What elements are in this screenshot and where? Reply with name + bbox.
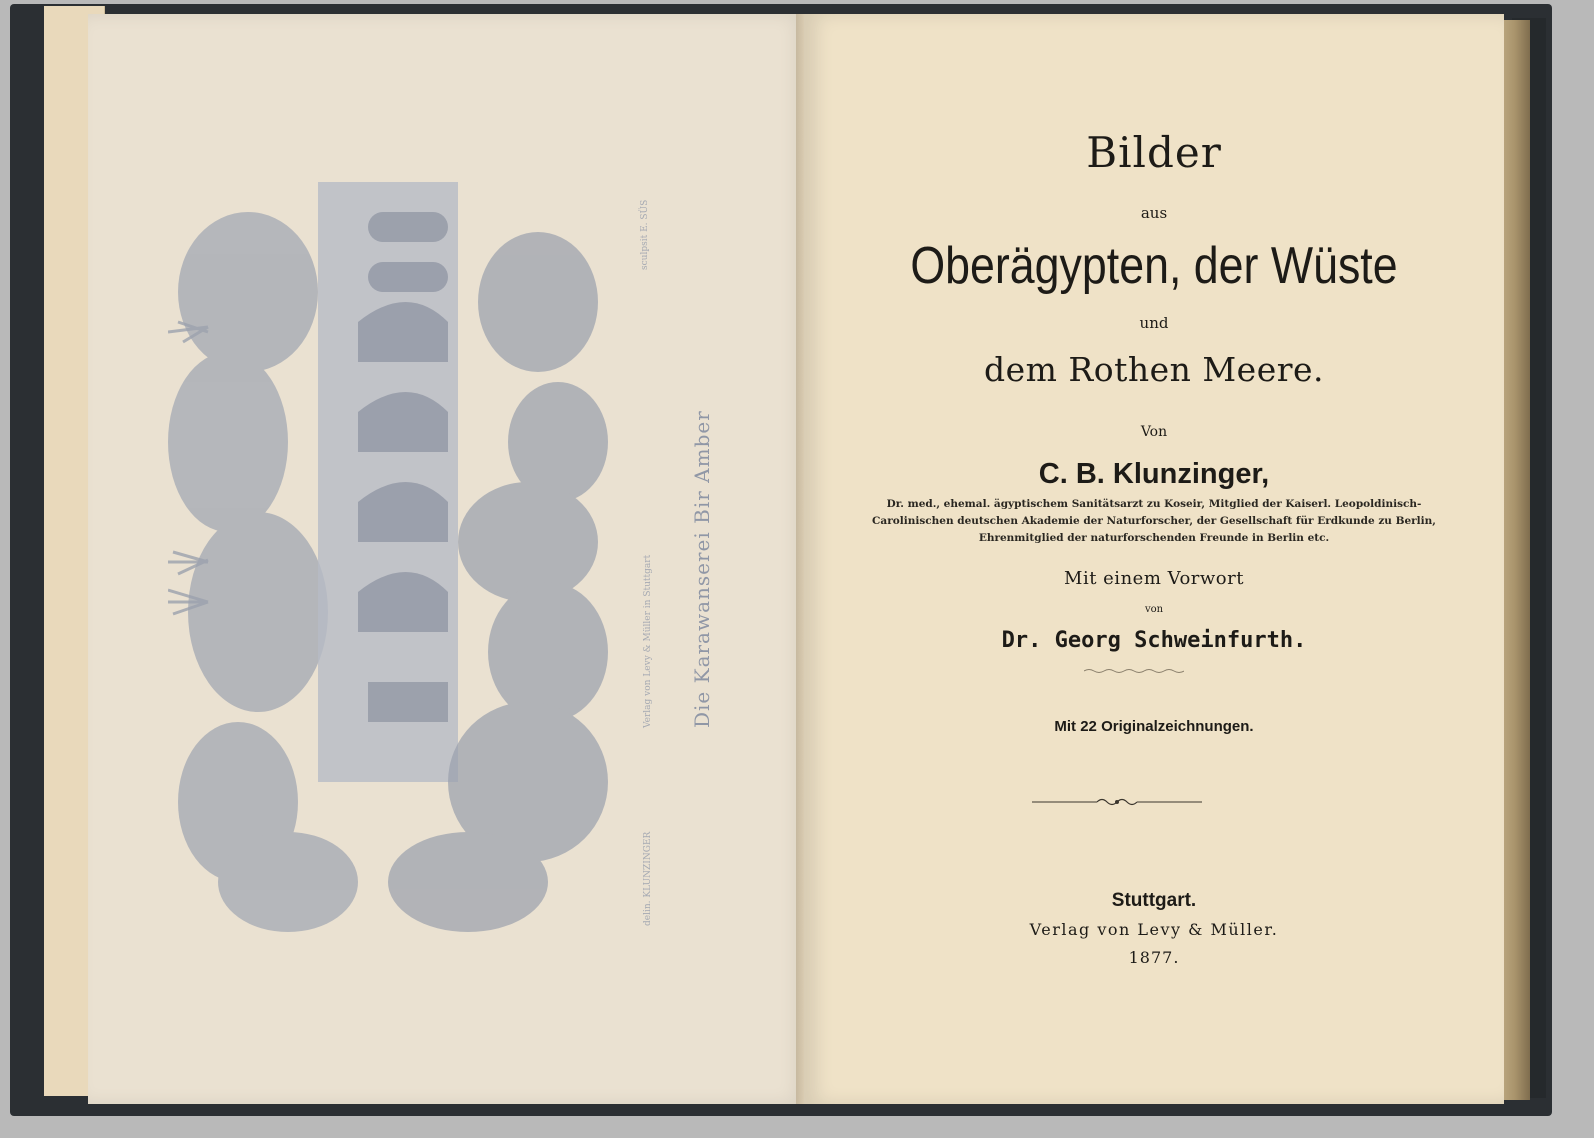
publisher-credit: Verlag von Levy & Müller in Stuttgart — [643, 554, 653, 728]
squiggle-divider — [1084, 668, 1184, 674]
foreword-by: von — [1144, 604, 1164, 615]
artist-credit: delin. KLUNZINGER — [643, 831, 653, 926]
publication-year: 1877. — [1128, 948, 1180, 967]
ornament-divider — [1032, 796, 1202, 808]
foreword-line: Mit einem Vorwort — [1064, 568, 1244, 589]
author-credentials: Dr. med., ehemal. ägyptischem Sanitätsarzt zu Koseir, Mitglied der Kaiserl. Leopoldinisch-Carolinischen deutschen Akademie der Naturforscher, der Gesellschaft für Erdkunde zu Berlin, Ehrenmitglied der naturforschenden Freunde in Berlin etc. — [872, 498, 1436, 544]
engraver-credit: sculpsit E. SÜS — [640, 199, 650, 270]
plate-caption: Die Karawanserei Bir Amber — [690, 410, 714, 728]
foreword-author: Dr. Georg Schweinfurth. — [1001, 628, 1307, 653]
title-line-3: dem Rothen Meere. — [983, 350, 1325, 389]
publisher-name: Verlag von Levy & Müller. — [1029, 920, 1279, 939]
connector-und: und — [1139, 314, 1169, 332]
frontispiece-engraving — [168, 182, 638, 942]
publication-city: Stuttgart. — [1111, 890, 1197, 911]
title-line-2: Oberägypten, der Wüste — [910, 237, 1398, 295]
author-name: C. B. Klunzinger, — [1038, 458, 1270, 490]
caravanserai-illustration — [168, 182, 638, 942]
illustrations-note: Mit 22 Originalzeichnungen. — [1054, 718, 1254, 735]
by-label: Von — [1140, 424, 1168, 440]
title-page — [804, 14, 1504, 1104]
connector-aus: aus — [1140, 204, 1168, 222]
title-line-1: Bilder — [1086, 128, 1222, 177]
